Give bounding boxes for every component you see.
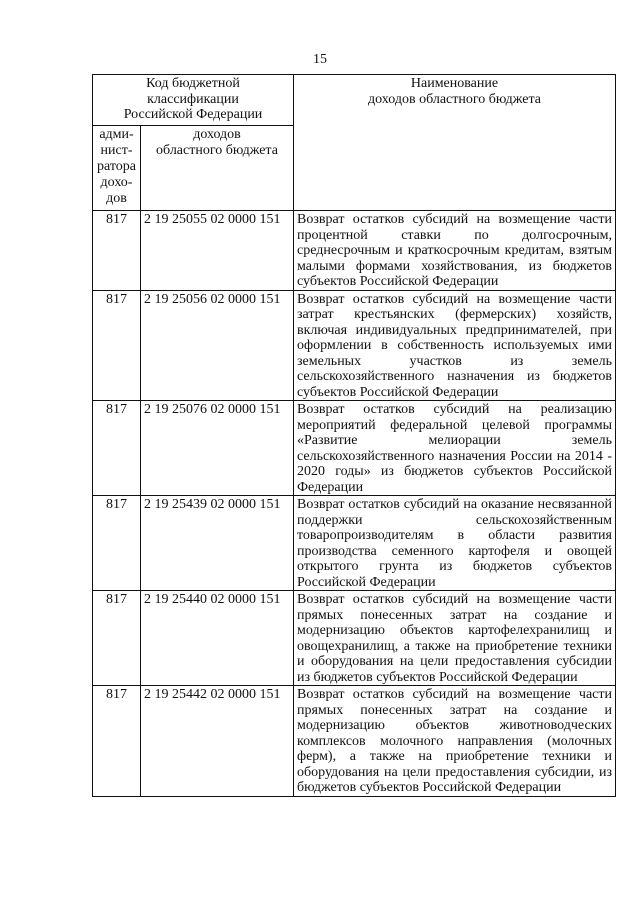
page-number: 15 xyxy=(313,52,327,67)
income-code-cell: 2 19 25439 02 0000 151 xyxy=(141,496,294,591)
income-name-cell: Возврат остатков субсидий на возмещение части прямых понесенных затрат на создание и модернизацию объектов картофелехранилищ и овощехранилищ, а также на приобретение техники и оборудования на цели предоставления субсидии из бюджетов субъектов Российской Федерации xyxy=(294,591,616,686)
table-row xyxy=(93,591,616,686)
administrator-code-cell: 817 xyxy=(93,211,141,291)
income-code-header: доходов областного бюджета xyxy=(141,126,294,211)
income-code-cell: 2 19 25076 02 0000 151 xyxy=(141,401,294,496)
income-name-cell: Возврат остатков субсидий на возмещение части затрат крестьянских (фермерских) хозяйств, включая индивидуальных предпринимателей, при оформлении в собственность используемых ими земельных участков из земель сельскохозяйственного назначения из бюджетов субъектов Российской Федерации xyxy=(294,290,616,401)
table-body xyxy=(93,211,616,797)
income-name-cell: Возврат остатков субсидий на реализацию мероприятий федеральной целевой программы «Развитие мелиорации земель сельскохозяйственного назначения России на 2014 - 2020 годы» из бюджетов субъектов Российской Федерации xyxy=(294,401,616,496)
income-code-cell: 2 19 25442 02 0000 151 xyxy=(141,686,294,797)
table-header-row xyxy=(93,75,616,126)
income-name-cell: Возврат остатков субсидий на оказание несвязанной поддержки сельскохозяйственным товаропроизводителям в области развития производства семенного картофеля и овощей открытого грунта из бюджетов субъектов Российской Федерации xyxy=(294,496,616,591)
table-row xyxy=(93,211,616,291)
table-row xyxy=(93,401,616,496)
table-row xyxy=(93,686,616,797)
income-code-cell: 2 19 25056 02 0000 151 xyxy=(141,290,294,401)
classification-code-header: Код бюджетной классификации Российской Федерации xyxy=(93,75,294,126)
income-code-cell: 2 19 25440 02 0000 151 xyxy=(141,591,294,686)
table-row xyxy=(93,496,616,591)
administrator-code-cell: 817 xyxy=(93,591,141,686)
administrator-code-cell: 817 xyxy=(93,686,141,797)
income-name-cell: Возврат остатков субсидий на возмещение части процентной ставки по долгосрочным, среднесрочным и краткосрочным кредитам, взятым малыми формами хозяйствования, из бюджетов субъектов Российской Федерации xyxy=(294,211,616,291)
income-name-header: Наименование доходов областного бюджета xyxy=(294,75,616,211)
administrator-code-cell: 817 xyxy=(93,496,141,591)
income-code-cell: 2 19 25055 02 0000 151 xyxy=(141,211,294,291)
administrator-code-cell: 817 xyxy=(93,401,141,496)
administrator-code-cell: 817 xyxy=(93,290,141,401)
budget-classification-table xyxy=(92,74,616,797)
income-name-cell: Возврат остатков субсидий на возмещение части прямых понесенных затрат на создание и модернизацию объектов животноводческих комплексов молочного направления (молочных ферм), а также на приобретение техники и оборудования на цели предоставления субсидии, из бюджетов субъектов Российской Федерации xyxy=(294,686,616,797)
administrator-header: адми- нист- ратора дохо- дов xyxy=(93,126,141,211)
table-row xyxy=(93,290,616,401)
